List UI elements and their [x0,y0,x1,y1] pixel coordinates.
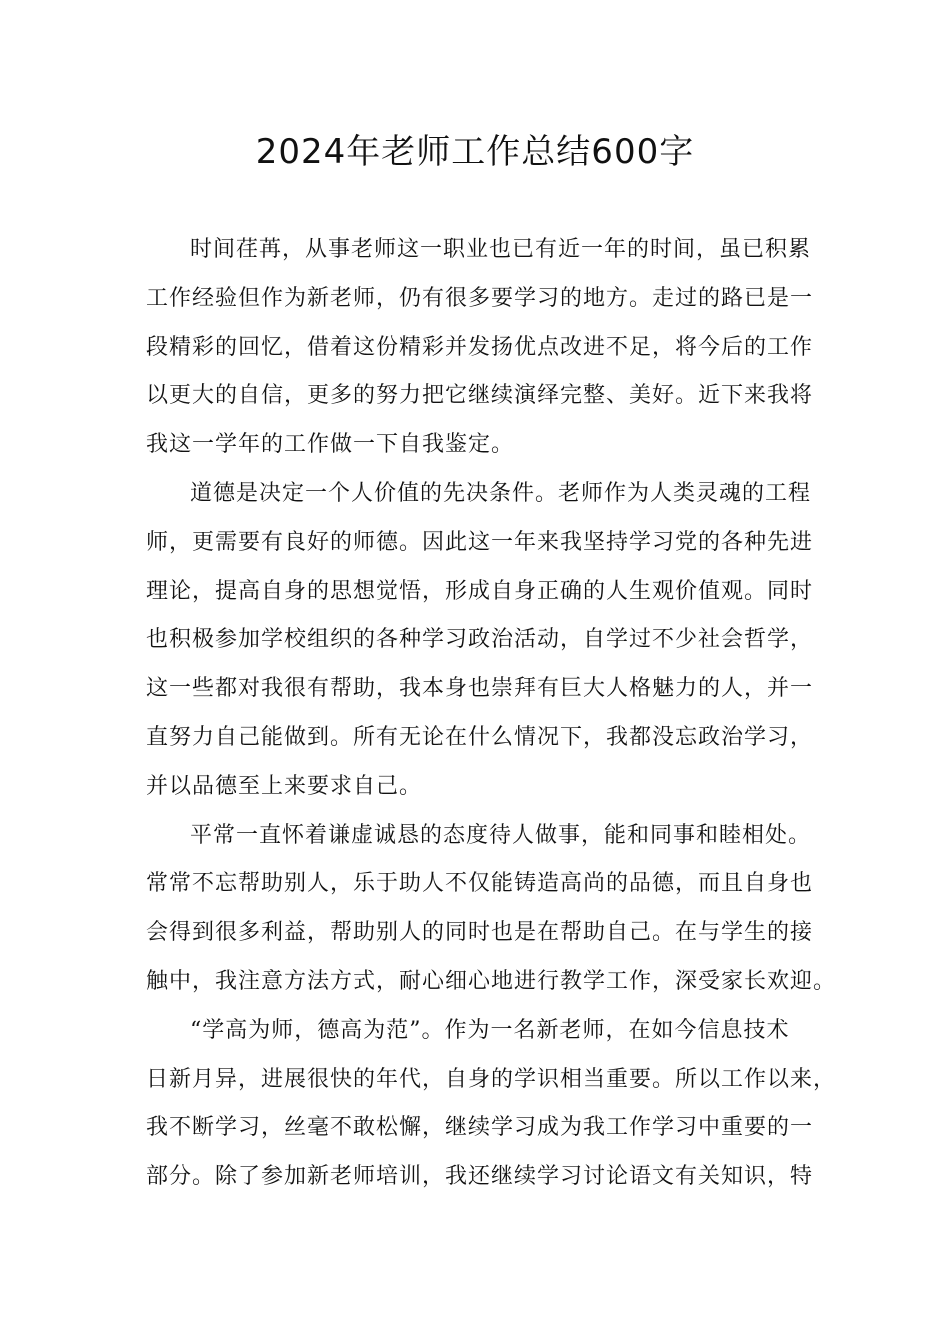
paragraph-4 [146,1007,837,1202]
paragraph-line: 这一些都对我很有帮助，我本身也崇拜有巨大人格魅力的人，并一 [146,676,814,702]
paragraph-line: 触中，我注意方法方式，耐心细心地进行教学工作，深受家长欢迎。 [146,968,837,994]
paragraph-line: 平常一直怀着谦虚诚恳的态度待人做事，能和同事和睦相处。 [190,822,812,848]
document-body [146,226,837,1202]
paragraph-line: 道德是决定一个人价值的先决条件。老师作为人类灵魂的工程 [190,480,812,506]
paragraph-line: 师，更需要有良好的师德。因此这一年来我坚持学习党的各种先进 [146,529,814,555]
paragraph-line: 我不断学习，丝毫不敢松懈，继续学习成为我工作学习中重要的一 [146,1115,814,1141]
paragraph-line: 时间荏苒，从事老师这一职业也已有近一年的时间，虽已积累 [190,237,812,262]
paragraph-line: 理论，提高自身的思想觉悟，形成自身正确的人生观价值观。同时 [146,578,814,604]
paragraph-line: 常常不忘帮助别人，乐于助人不仅能铸造高尚的品德，而且自身也 [146,871,814,897]
paragraph-line: 日新月异，进展很快的年代，自身的学识相当重要。所以工作以来， [146,1066,837,1092]
paragraph-1 [146,226,826,470]
paragraph-line: 并以品德至上来要求自己。 [146,773,423,799]
paragraph-line: 会得到很多利益，帮助别人的同时也是在帮助自己。在与学生的接 [146,920,814,946]
paragraph-line: 部分。除了参加新老师培训，我还继续学习讨论语文有关知识，特 [146,1164,814,1190]
paragraph-line: 段精彩的回忆，借着这份精彩并发扬优点改进不足，将今后的工作 [146,334,814,360]
paragraph-2 [146,470,826,812]
paragraph-line: 以更大的自信，更多的努力把它继续演绎完整、美好。近下来我将 [146,383,814,409]
document-title: 2024年老师工作总结600字 [255,132,695,172]
paragraph-line: “学高为师，德高为范”。作为一名新老师，在如今信息技术 [190,1017,790,1043]
paragraph-line: 工作经验但作为新老师，仍有很多要学习的地方。走过的路已是一 [146,285,814,311]
paragraph-line: 也积极参加学校组织的各种学习政治活动，自学过不少社会哲学， [146,627,814,653]
paragraph-line: 直努力自己能做到。所有无论在什么情况下，我都没忘政治学习， [146,724,814,750]
paragraph-3 [146,812,837,1007]
paragraph-line: 我这一学年的工作做一下自我鉴定。 [146,432,515,458]
